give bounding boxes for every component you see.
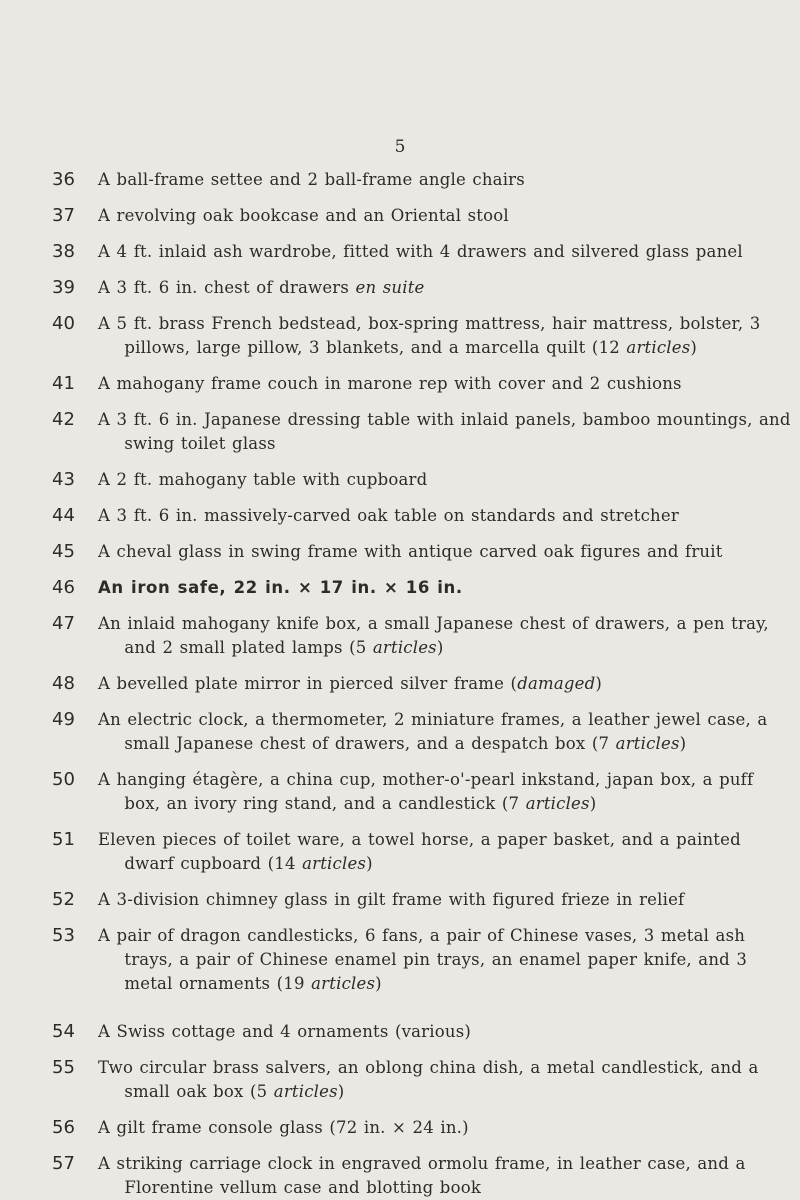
- lot-number: 52: [52, 889, 75, 910]
- lot-description: [98, 924, 792, 996]
- lot-text: A 4 ft. inlaid ash wardrobe, fitted with 4 drawers and silvered glass panel: [98, 242, 743, 261]
- lot-item: [52, 240, 792, 264]
- lot-text-closing: ): [690, 338, 698, 357]
- lot-number: 36: [52, 169, 75, 190]
- lot-number: 42: [52, 409, 75, 430]
- lot-number: 51: [52, 829, 75, 850]
- lot-number: 38: [52, 241, 75, 262]
- lot-text-closing: ): [366, 854, 373, 873]
- lot-item: [52, 540, 792, 564]
- lot-item: [52, 576, 792, 600]
- lot-description: [98, 768, 792, 816]
- lot-italic-text: articles: [372, 638, 437, 657]
- lot-description: [98, 1152, 792, 1200]
- page-number: 5: [394, 137, 406, 157]
- lot-text: A bevelled plate mirror in pierced silver frame (: [98, 674, 518, 693]
- lot-text-closing: ): [337, 1082, 345, 1101]
- lot-text-closing: ): [375, 974, 382, 993]
- lot-italic-text: en suite: [355, 278, 425, 297]
- lot-italic-text: articles: [615, 734, 680, 753]
- lot-italic-text: articles: [273, 1082, 338, 1101]
- lot-italic-text: articles: [626, 338, 691, 357]
- lot-description: [98, 408, 792, 456]
- lot-item: [52, 168, 792, 192]
- lot-description: [98, 888, 792, 912]
- lot-italic-text: articles: [525, 794, 590, 813]
- lot-italic-text: articles: [302, 854, 367, 873]
- lot-text: A gilt frame console glass (72 in. × 24 in.): [98, 1118, 469, 1137]
- lot-description: [98, 540, 792, 564]
- lot-number: 55: [52, 1057, 75, 1078]
- lot-description: [98, 1116, 792, 1140]
- lot-number: 54: [52, 1021, 75, 1042]
- lot-text: An iron safe, 22 in. × 17 in. × 16 in.: [98, 578, 463, 597]
- lot-number: 41: [52, 373, 75, 394]
- lot-item: [52, 612, 792, 660]
- lot-text-closing: ): [589, 794, 597, 813]
- lot-text: A Swiss cottage and 4 ornaments (various): [98, 1022, 471, 1041]
- lot-text: An electric clock, a thermometer, 2 miniature frames, a leather jewel case, a small Japanese chest of drawers, and a despatch box (7: [98, 710, 768, 753]
- lot-number: 47: [52, 613, 75, 634]
- lot-text: Eleven pieces of toilet ware, a towel horse, a paper basket, and a painted dwarf cupboard (14: [98, 830, 741, 873]
- lot-item: [52, 312, 792, 360]
- lot-text-closing: ): [595, 674, 603, 693]
- lot-description: [98, 1020, 792, 1044]
- lot-text: A mahogany frame couch in marone rep with cover and 2 cushions: [98, 374, 682, 393]
- lot-italic-text: damaged: [517, 674, 596, 693]
- lot-number: 45: [52, 541, 75, 562]
- lot-text: A revolving oak bookcase and an Oriental stool: [98, 206, 509, 225]
- lot-item: [52, 1056, 792, 1104]
- lot-description: [98, 168, 792, 192]
- lot-item: [52, 672, 792, 696]
- lot-number: 37: [52, 205, 75, 226]
- lot-text: A 3 ft. 6 in. Japanese dressing table with inlaid panels, bamboo mountings, and swing toilet glass: [98, 410, 791, 453]
- lot-text-closing: ): [679, 734, 687, 753]
- lot-description: [98, 204, 792, 228]
- lot-item: [52, 204, 792, 228]
- lot-description: [98, 372, 792, 396]
- lot-item: [52, 408, 792, 456]
- lot-number: 43: [52, 469, 75, 490]
- lot-description: [98, 1056, 792, 1104]
- lot-number: 46: [52, 577, 75, 598]
- lot-description: [98, 240, 792, 264]
- lot-description: [98, 312, 792, 360]
- lot-description: [98, 828, 792, 876]
- lot-number: 50: [52, 769, 75, 790]
- lot-description: [98, 576, 792, 600]
- lot-italic-text: articles: [311, 974, 376, 993]
- lot-number: 40: [52, 313, 75, 334]
- lot-number: 53: [52, 925, 75, 946]
- lot-text: A hanging étagère, a china cup, mother-o'-pearl inkstand, japan box, a puff box, an ivory ring stand, and a candlestick (7: [98, 770, 754, 813]
- lot-item: [52, 768, 792, 816]
- lot-text: A 5 ft. brass French bedstead, box-spring mattress, hair mattress, bolster, 3 pillows, large pillow, 3 blankets, and a marcella quilt (12: [98, 314, 761, 357]
- lot-text: A ball-frame settee and 2 ball-frame angle chairs: [98, 170, 525, 189]
- lot-item: [52, 1152, 792, 1200]
- lot-text: A cheval glass in swing frame with antique carved oak figures and fruit: [98, 542, 723, 561]
- lot-text-closing: ): [436, 638, 444, 657]
- lot-item: [52, 372, 792, 396]
- lot-item: [52, 828, 792, 876]
- lot-description: [98, 504, 792, 528]
- lot-text: A 3 ft. 6 in. chest of drawers: [98, 278, 356, 297]
- lot-text: A striking carriage clock in engraved ormolu frame, in leather case, and a Florentine vellum case and blotting book: [98, 1154, 746, 1197]
- lot-number: 56: [52, 1117, 75, 1138]
- lot-item: [52, 924, 792, 996]
- lot-number: 39: [52, 277, 75, 298]
- lot-description: [98, 276, 792, 300]
- lot-item: [52, 468, 792, 492]
- lot-text: A 3 ft. 6 in. massively-carved oak table on standards and stretcher: [98, 506, 679, 525]
- lot-text: A 2 ft. mahogany table with cupboard: [98, 470, 428, 489]
- lot-item: [52, 1020, 792, 1044]
- lot-item: [52, 888, 792, 912]
- lot-description: [98, 468, 792, 492]
- lot-number: 57: [52, 1153, 75, 1174]
- lot-description: [98, 612, 792, 660]
- lot-number: 49: [52, 709, 75, 730]
- lot-text: An inlaid mahogany knife box, a small Japanese chest of drawers, a pen tray, and 2 small plated lamps (5: [98, 614, 769, 657]
- lot-item: [52, 708, 792, 756]
- lot-text: A 3-division chimney glass in gilt frame with figured frieze in relief: [98, 890, 685, 909]
- lot-item: [52, 504, 792, 528]
- lot-text: A pair of dragon candlesticks, 6 fans, a pair of Chinese vases, 3 metal ash trays, a pair of Chinese enamel pin trays, an enamel paper knife, and 3 metal ornaments (19: [98, 926, 748, 993]
- lot-item: [52, 276, 792, 300]
- lot-description: [98, 672, 792, 696]
- lot-number: 48: [52, 673, 75, 694]
- lot-item: [52, 1116, 792, 1140]
- lot-number: 44: [52, 505, 75, 526]
- lot-description: [98, 708, 792, 756]
- lot-text: Two circular brass salvers, an oblong china dish, a metal candlestick, and a small oak box (5: [98, 1058, 759, 1101]
